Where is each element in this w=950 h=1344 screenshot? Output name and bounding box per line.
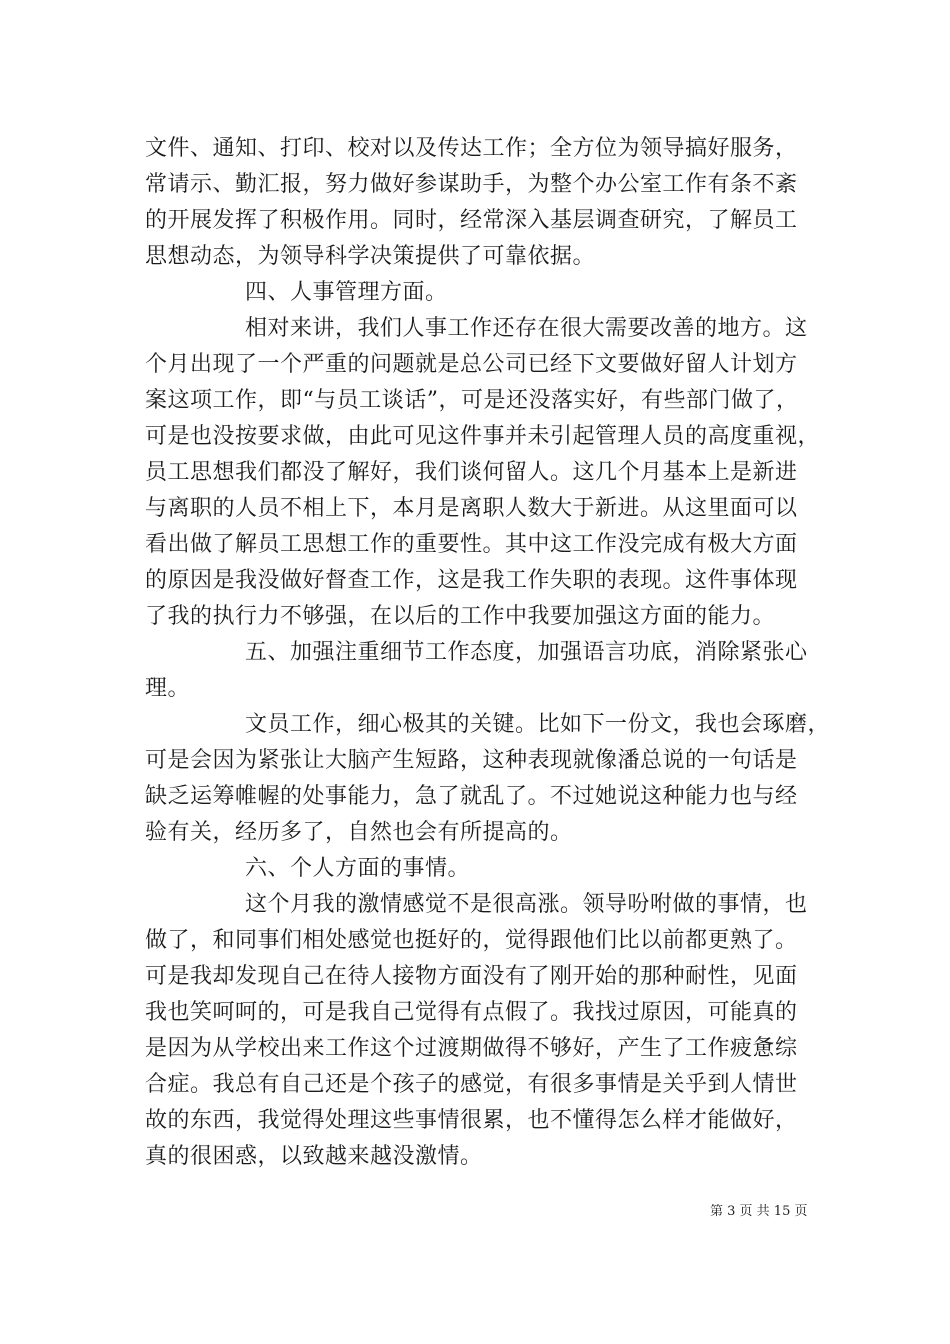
paragraph-line: 案这项工作，即“与员工谈话”，可是还没落实好，有些部门做了，: [145, 388, 799, 413]
section-heading: 六、个人方面的事情。: [245, 856, 471, 881]
paragraph-line: 的开展发挥了积极作用。同时，经常深入基层调查研究，了解员工: [145, 208, 798, 233]
paragraph-line: 做了，和同事们相处感觉也挺好的，觉得跟他们比以前都更熟了。: [145, 928, 798, 953]
section-heading: 四、人事管理方面。: [245, 280, 448, 305]
paragraph-line: 个月出现了一个严重的问题就是总公司已经下文要做好留人计划方: [145, 352, 798, 377]
section-heading: 五、加强注重细节工作态度，加强语言功底，消除紧张心: [245, 640, 808, 665]
section-heading-continued: 理。: [145, 676, 191, 701]
paragraph-line: 可是也没按要求做，由此可见这件事并未引起管理人员的高度重视，: [145, 424, 821, 449]
page-number: 第 3 页 共 15 页: [710, 1204, 808, 1219]
paragraph-line: 的原因是我没做好督查工作，这是我工作失职的表现。这件事体现: [145, 568, 798, 593]
paragraph-line: 与离职的人员不相上下，本月是离职人数大于新进。从这里面可以: [145, 496, 798, 521]
paragraph-line: 相对来讲，我们人事工作还存在很大需要改善的地方。这: [245, 316, 808, 341]
paragraph-line: 文员工作，细心极其的关键。比如下一份文，我也会琢磨，: [245, 712, 831, 737]
paragraph-line: 文件、通知、打印、校对以及传达工作；全方位为领导搞好服务，: [145, 136, 798, 161]
paragraph-line: 可是会因为紧张让大脑产生短路，这种表现就像潘总说的一句话是: [145, 748, 798, 773]
paragraph-line: 真的很困惑，以致越来越没激情。: [145, 1144, 483, 1169]
paragraph-line: 缺乏运筹帷幄的处事能力，急了就乱了。不过她说这种能力也与经: [145, 784, 798, 809]
paragraph-line: 常请示、勤汇报，努力做好参谋助手，为整个办公室工作有条不紊: [145, 172, 798, 197]
paragraph-line: 验有关，经历多了，自然也会有所提高的。: [145, 820, 573, 845]
paragraph-line: 合症。我总有自己还是个孩子的感觉，有很多事情是关乎到人情世: [145, 1072, 798, 1097]
paragraph-line: 这个月我的激情感觉不是很高涨。领导吩咐做的事情，也: [245, 892, 808, 917]
paragraph-line: 故的东西，我觉得处理这些事情很累，也不懂得怎么样才能做好，: [145, 1108, 798, 1133]
paragraph-line: 可是我却发现自己在待人接物方面没有了刚开始的那种耐性，见面: [145, 964, 798, 989]
paragraph-line: 看出做了解员工思想工作的重要性。其中这工作没完成有极大方面: [145, 532, 798, 557]
paragraph-line: 思想动态，为领导科学决策提供了可靠依据。: [145, 244, 596, 269]
paragraph-line: 了我的执行力不够强，在以后的工作中我要加强这方面的能力。: [145, 604, 776, 629]
paragraph-line: 是因为从学校出来工作这个过渡期做得不够好，产生了工作疲惫综: [145, 1036, 798, 1061]
paragraph-line: 我也笑呵呵的，可是我自己觉得有点假了。我找过原因，可能真的: [145, 1000, 798, 1025]
paragraph-line: 员工思想我们都没了解好，我们谈何留人。这几个月基本上是新进: [145, 460, 798, 485]
